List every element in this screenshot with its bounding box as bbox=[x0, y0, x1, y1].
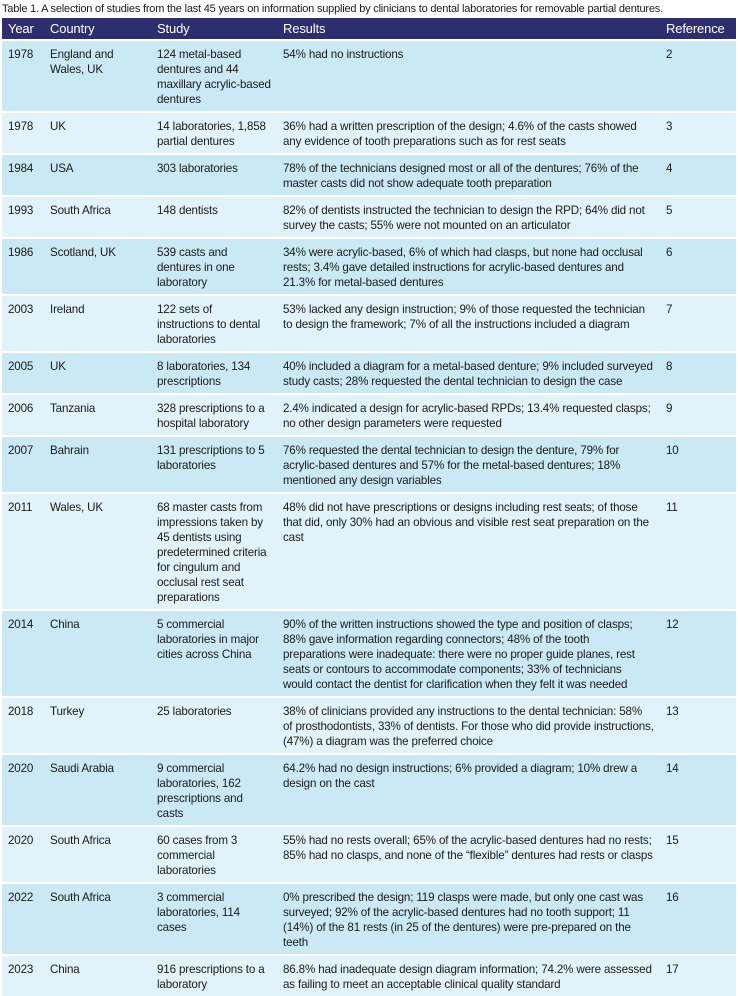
cell-year: 1993 bbox=[2, 196, 44, 238]
cell-reference: 14 bbox=[660, 754, 736, 826]
cell-country: Bahrain bbox=[44, 436, 151, 493]
table-header-row bbox=[2, 18, 736, 40]
table-row bbox=[2, 826, 736, 883]
cell-reference: 7 bbox=[660, 295, 736, 352]
cell-country: South Africa bbox=[44, 826, 151, 883]
cell-results: 38% of clinicians provided any instructions to the dental technician: 58% of prosthodontists, 33% of dentists. For those who did provide instructions, (47%) a diagram was the preferred choice bbox=[277, 697, 660, 754]
cell-results: 34% were acrylic-based, 6% of which had clasps, but none had occlusal rests; 3.4% gave detailed instructions for acrylic-based dentures and 21.3% for metal-based dentures bbox=[277, 238, 660, 295]
table-row bbox=[2, 196, 736, 238]
cell-reference: 12 bbox=[660, 610, 736, 697]
cell-year: 2014 bbox=[2, 610, 44, 697]
cell-country: Tanzania bbox=[44, 394, 151, 436]
cell-country: China bbox=[44, 955, 151, 996]
cell-year: 1986 bbox=[2, 238, 44, 295]
cell-study: 328 prescriptions to a hospital laboratory bbox=[151, 394, 277, 436]
cell-country: Scotland, UK bbox=[44, 238, 151, 295]
table-row bbox=[2, 40, 736, 112]
cell-results: 48% did not have prescriptions or designs including rest seats; of those that did, only 30% had an obvious and visible rest seat preparation on the cast bbox=[277, 493, 660, 610]
cell-study: 25 laboratories bbox=[151, 697, 277, 754]
table-row bbox=[2, 610, 736, 697]
cell-results: 40% included a diagram for a metal-based denture; 9% included surveyed study casts; 28% requested the dental technician to design the case bbox=[277, 352, 660, 394]
cell-study: 148 dentists bbox=[151, 196, 277, 238]
table-row bbox=[2, 394, 736, 436]
table-caption: Table 1. A selection of studies from the last 45 years on information supplied by clinicians to dental laboratories for removable partial dentures. bbox=[2, 3, 663, 15]
cell-results: 36% had a written prescription of the design; 4.6% of the casts showed any evidence of tooth preparations such as for rest seats bbox=[277, 112, 660, 154]
cell-study: 5 commercial laboratories in major cities across China bbox=[151, 610, 277, 697]
cell-study: 303 laboratories bbox=[151, 154, 277, 196]
cell-study: 539 casts and dentures in one laboratory bbox=[151, 238, 277, 295]
cell-study: 9 commercial laboratories, 162 prescriptions and casts bbox=[151, 754, 277, 826]
cell-study: 131 prescriptions to 5 laboratories bbox=[151, 436, 277, 493]
cell-country: England and Wales, UK bbox=[44, 40, 151, 112]
table-row bbox=[2, 955, 736, 996]
cell-study: 3 commercial laboratories, 114 cases bbox=[151, 883, 277, 955]
table-row bbox=[2, 436, 736, 493]
cell-country: Wales, UK bbox=[44, 493, 151, 610]
cell-study: 14 laboratories, 1,858 partial dentures bbox=[151, 112, 277, 154]
cell-reference: 3 bbox=[660, 112, 736, 154]
cell-reference: 10 bbox=[660, 436, 736, 493]
cell-year: 2006 bbox=[2, 394, 44, 436]
cell-year: 2018 bbox=[2, 697, 44, 754]
cell-results: 90% of the written instructions showed the type and position of clasps; 88% gave information regarding connectors; 48% of the tooth preparations were inadequate: there were no proper guide planes, rest seats or contours to accommodate components; 33% of technicians would contact the dentist for clarification when they felt it was needed bbox=[277, 610, 660, 697]
table-row bbox=[2, 295, 736, 352]
cell-reference: 17 bbox=[660, 955, 736, 996]
cell-study: 124 metal-based dentures and 44 maxillary acrylic-based dentures bbox=[151, 40, 277, 112]
cell-country: Saudi Arabia bbox=[44, 754, 151, 826]
cell-study: 122 sets of instructions to dental laboratories bbox=[151, 295, 277, 352]
cell-reference: 9 bbox=[660, 394, 736, 436]
header-country: Country bbox=[44, 18, 151, 40]
cell-country: UK bbox=[44, 352, 151, 394]
cell-study: 916 prescriptions to a laboratory bbox=[151, 955, 277, 996]
cell-results: 54% had no instructions bbox=[277, 40, 660, 112]
cell-year: 2005 bbox=[2, 352, 44, 394]
cell-country: UK bbox=[44, 112, 151, 154]
cell-reference: 16 bbox=[660, 883, 736, 955]
cell-reference: 8 bbox=[660, 352, 736, 394]
cell-country: South Africa bbox=[44, 196, 151, 238]
cell-reference: 13 bbox=[660, 697, 736, 754]
table-row bbox=[2, 352, 736, 394]
cell-results: 86.8% had inadequate design diagram information; 74.2% were assessed as failing to meet an acceptable clinical quality standard bbox=[277, 955, 660, 996]
cell-reference: 11 bbox=[660, 493, 736, 610]
cell-reference: 6 bbox=[660, 238, 736, 295]
cell-country: Turkey bbox=[44, 697, 151, 754]
header-study: Study bbox=[151, 18, 277, 40]
cell-year: 2022 bbox=[2, 883, 44, 955]
table-row bbox=[2, 112, 736, 154]
header-results: Results bbox=[277, 18, 660, 40]
cell-country: China bbox=[44, 610, 151, 697]
table-row bbox=[2, 493, 736, 610]
cell-year: 2020 bbox=[2, 826, 44, 883]
table-row bbox=[2, 238, 736, 295]
cell-reference: 5 bbox=[660, 196, 736, 238]
cell-year: 2007 bbox=[2, 436, 44, 493]
cell-study: 8 laboratories, 134 prescriptions bbox=[151, 352, 277, 394]
header-reference: Reference bbox=[660, 18, 736, 40]
cell-year: 1978 bbox=[2, 112, 44, 154]
cell-year: 2023 bbox=[2, 955, 44, 996]
cell-results: 55% had no rests overall; 65% of the acrylic-based dentures had no rests; 85% had no clasps, and none of the “flexible” dentures had rests or clasps bbox=[277, 826, 660, 883]
cell-study: 60 cases from 3 commercial laboratories bbox=[151, 826, 277, 883]
cell-results: 0% prescribed the design; 119 clasps were made, but only one cast was surveyed; 92% of the acrylic-based dentures had no tooth support; 11 (14%) of the 81 rests (in 25 of the dentures) were pre-prepared on the teeth bbox=[277, 883, 660, 955]
cell-results: 82% of dentists instructed the technician to design the RPD; 64% did not survey the casts; 55% were not mounted on an articulator bbox=[277, 196, 660, 238]
studies-table bbox=[2, 18, 736, 996]
cell-results: 76% requested the dental technician to design the denture, 79% for acrylic-based dentures and 57% for the metal-based dentures; 18% mentioned any design variables bbox=[277, 436, 660, 493]
cell-country: USA bbox=[44, 154, 151, 196]
table-row bbox=[2, 883, 736, 955]
cell-results: 53% lacked any design instruction; 9% of those requested the technician to design the framework; 7% of all the instructions included a diagram bbox=[277, 295, 660, 352]
cell-country: Ireland bbox=[44, 295, 151, 352]
cell-results: 78% of the technicians designed most or all of the dentures; 76% of the master casts did not show adequate tooth preparation bbox=[277, 154, 660, 196]
cell-reference: 2 bbox=[660, 40, 736, 112]
cell-study: 68 master casts from impressions taken by 45 dentists using predetermined criteria for cingulum and occlusal rest seat preparations bbox=[151, 493, 277, 610]
cell-country: South Africa bbox=[44, 883, 151, 955]
cell-reference: 15 bbox=[660, 826, 736, 883]
cell-results: 64.2% had no design instructions; 6% provided a diagram; 10% drew a design on the cast bbox=[277, 754, 660, 826]
cell-year: 2003 bbox=[2, 295, 44, 352]
cell-year: 2011 bbox=[2, 493, 44, 610]
cell-year: 2020 bbox=[2, 754, 44, 826]
table-row bbox=[2, 154, 736, 196]
cell-year: 1984 bbox=[2, 154, 44, 196]
table-row bbox=[2, 697, 736, 754]
cell-year: 1978 bbox=[2, 40, 44, 112]
cell-results: 2.4% indicated a design for acrylic-based RPDs; 13.4% requested clasps; no other design parameters were requested bbox=[277, 394, 660, 436]
table-row bbox=[2, 754, 736, 826]
header-year: Year bbox=[2, 18, 44, 40]
cell-reference: 4 bbox=[660, 154, 736, 196]
